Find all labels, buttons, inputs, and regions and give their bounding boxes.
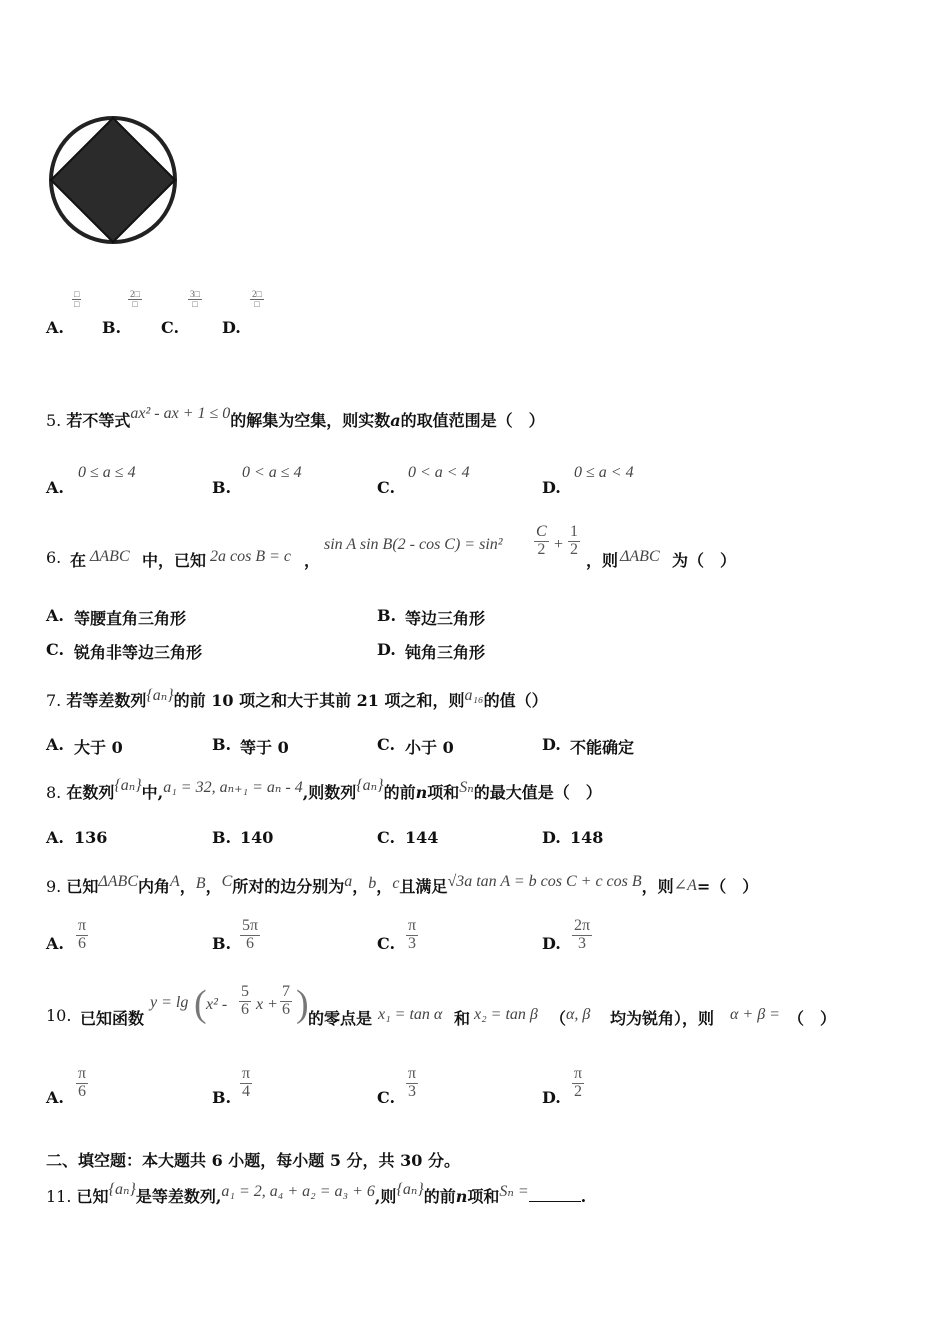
- q10-x2: x₂ = tan β: [474, 1006, 538, 1023]
- q5-option-c-label: C.: [377, 478, 396, 497]
- q6-frac-half: $\frac{1}{2}$: [570, 523, 578, 558]
- q9-angle-a: A: [170, 873, 180, 890]
- q8-condition: a₁ = 32, aₙ₊₁ = aₙ - 4: [163, 779, 303, 796]
- q9-number: 9.: [46, 877, 62, 896]
- q10-option-a-label: A.: [46, 1088, 64, 1107]
- q7-option-c[interactable]: 小于 0: [405, 738, 454, 757]
- q4-option-c-value[interactable]: 3□ □: [190, 289, 200, 310]
- q6-condition-2: sin A sin B(2 - cos C) = sin²: [324, 536, 503, 553]
- q10-function: y = lg: [150, 994, 189, 1011]
- q9-text-5: ，则: [641, 877, 674, 896]
- q7-text-1: 若等差数列: [66, 691, 147, 710]
- q9-option-a-label: A.: [46, 934, 64, 953]
- q9-text-1: 已知: [66, 877, 99, 896]
- q11-number: 11.: [46, 1187, 72, 1206]
- question-11: [46, 1181, 587, 1207]
- q6-text-3: ，则: [586, 551, 619, 570]
- q7-option-d-label: D.: [542, 735, 561, 754]
- q7-sequence: {aₙ}: [146, 687, 174, 704]
- q9-option-b-label: B.: [212, 934, 232, 953]
- q4-option-b-value[interactable]: 2□ □: [130, 289, 140, 310]
- q8-sn: Sₙ: [459, 779, 474, 796]
- q5-text-2: 的解集为空集，则实数: [230, 411, 391, 430]
- q8-option-c-label: C.: [377, 828, 396, 847]
- q10-options: [46, 1066, 846, 1114]
- q10-option-b-label: B.: [212, 1088, 232, 1107]
- question-9: [46, 874, 758, 897]
- q8-option-a[interactable]: 136: [74, 828, 108, 847]
- q10-x1: x₁ = tan α: [378, 1006, 443, 1023]
- q10-option-b[interactable]: $\frac{\pi}{4}$: [242, 1065, 251, 1100]
- section-2-heading: 二、填空题：本大题共 6 小题，每小题 5 分，共 30 分。: [46, 1151, 460, 1170]
- q9-text-6: =（ ）: [696, 877, 759, 896]
- q11-text-1: 已知: [76, 1187, 109, 1206]
- q6-frac-c2: $\frac{C}{2}$: [536, 523, 547, 558]
- q6-text-2: 中，已知: [142, 551, 207, 570]
- q9-sep-1: ，: [179, 877, 196, 896]
- q6-text-1: 在: [70, 551, 87, 570]
- q5-text-3: 的取值范围是（ ）: [400, 411, 545, 430]
- q11-text-3: ,则: [374, 1187, 397, 1206]
- q9-text-2: 内角: [137, 877, 170, 896]
- q9-sep-3: ，: [352, 877, 369, 896]
- q8-text-3: ,则数列: [302, 783, 357, 802]
- q11-sn: Sₙ =: [499, 1183, 529, 1200]
- q7-option-a[interactable]: 大于 0: [74, 738, 123, 757]
- q9-option-d[interactable]: $\frac{2\pi}{3}$: [574, 917, 591, 952]
- q7-text-3: 的值（）: [483, 691, 548, 710]
- q6-option-d-label: D.: [377, 640, 396, 659]
- q7-a16: a₁₆: [464, 687, 484, 704]
- q10-sum: α + β =: [730, 1006, 780, 1023]
- q8-text-4: 的前: [383, 783, 416, 802]
- q6-condition-1: 2a cos B = c: [210, 548, 291, 565]
- q10-text-1: 已知函数: [80, 1009, 145, 1028]
- q7-option-b[interactable]: 等于 0: [240, 738, 289, 757]
- circle-square-figure: [44, 92, 184, 254]
- q10-option-d-label: D.: [542, 1088, 561, 1107]
- q8-text-1: 在数列: [66, 783, 115, 802]
- q5-number: 5.: [46, 411, 62, 430]
- q9-angle-symbol: ∠A: [673, 877, 697, 894]
- q10-x-squared: x² -: [206, 996, 228, 1013]
- q5-option-a[interactable]: 0 ≤ a ≤ 4: [78, 464, 136, 481]
- q8-option-b-label: B.: [212, 828, 232, 847]
- q7-option-a-label: A.: [46, 735, 64, 754]
- q9-options: [46, 918, 846, 966]
- q8-option-b[interactable]: 140: [240, 828, 274, 847]
- q4-option-a-value[interactable]: □ □: [74, 289, 80, 310]
- q8-n: n: [415, 783, 428, 802]
- q6-options: [46, 606, 846, 670]
- q8-sequence: {aₙ}: [114, 777, 142, 794]
- q8-number: 8.: [46, 783, 62, 802]
- q7-number: 7.: [46, 691, 62, 710]
- q4-option-c-label: C.: [161, 318, 180, 337]
- q9-option-a[interactable]: $\frac{\pi}{6}$: [78, 917, 87, 952]
- q4-options: [46, 290, 346, 340]
- q10-and: 和: [454, 1009, 471, 1028]
- q5-text-1: 若不等式: [66, 411, 131, 430]
- q8-options: [46, 828, 846, 850]
- q11-answer-blank[interactable]: [529, 1187, 581, 1202]
- q6-plus: +: [554, 536, 564, 553]
- q4-option-d-value[interactable]: 2□ □: [252, 289, 262, 310]
- q8-sequence-2: {aₙ}: [356, 777, 384, 794]
- q8-text-5: 项和: [427, 783, 460, 802]
- q7-text-2: 的前 10 项之和大于其前 21 项之和，则: [173, 691, 465, 710]
- q11-n: n: [455, 1187, 468, 1206]
- q9-text-4: 且满足: [399, 877, 448, 896]
- q5-option-a-label: A.: [46, 478, 64, 497]
- q5-option-d-label: D.: [542, 478, 561, 497]
- q6-number: 6.: [46, 548, 62, 567]
- q11-end: .: [580, 1187, 587, 1206]
- q10-alpha-beta: α, β: [566, 1006, 591, 1023]
- q6-option-b-label: B.: [377, 606, 397, 625]
- q9-side-a: a: [344, 873, 353, 890]
- question-8: [46, 777, 602, 803]
- q5-option-b-label: B.: [212, 478, 232, 497]
- q9-sep-2: ，: [205, 877, 222, 896]
- q11-text-4: 的前: [423, 1187, 456, 1206]
- q4-option-a-label: A.: [46, 318, 64, 337]
- q11-sequence: {aₙ}: [108, 1181, 136, 1198]
- q10-paren-left: (: [194, 983, 207, 1025]
- q10-x-plus: x +: [256, 996, 278, 1013]
- q10-paren-open: （: [550, 1009, 567, 1028]
- q9-option-b[interactable]: $\frac{5\pi}{6}$: [242, 917, 259, 952]
- q6-option-a-label: A.: [46, 606, 64, 625]
- q9-option-d-label: D.: [542, 934, 561, 953]
- q10-option-c-label: C.: [377, 1088, 396, 1107]
- q8-option-d-label: D.: [542, 828, 561, 847]
- q4-option-b-label: B.: [102, 318, 122, 337]
- q6-text-4: 为（ ）: [672, 551, 737, 570]
- q9-option-c[interactable]: $\frac{\pi}{3}$: [408, 917, 417, 952]
- q8-option-c[interactable]: 144: [405, 828, 439, 847]
- q5-option-c[interactable]: 0 < a < 4: [408, 464, 470, 481]
- q7-option-c-label: C.: [377, 735, 396, 754]
- q9-sep-4: ，: [376, 877, 393, 896]
- q10-frac-5-6: $\frac{5}{6}$: [241, 983, 249, 1018]
- q6-option-d[interactable]: 钝角三角形: [405, 643, 486, 662]
- q7-options: [46, 735, 846, 757]
- q5-var: a: [390, 411, 401, 430]
- q10-option-a[interactable]: $\frac{\pi}{6}$: [78, 1065, 87, 1100]
- q8-option-d[interactable]: 148: [570, 828, 604, 847]
- q10-text-5: （ ）: [788, 1009, 837, 1028]
- q10-paren-right: ): [296, 983, 309, 1025]
- q4-option-d-label: D.: [222, 318, 241, 337]
- q8-text-6: 的最大值是（ ）: [473, 783, 602, 802]
- q6-option-c[interactable]: 锐角非等边三角形: [74, 643, 203, 662]
- q8-text-2: 中,: [141, 783, 164, 802]
- q5-inequality: ax² - ax + 1 ≤ 0: [130, 405, 231, 422]
- q10-option-c[interactable]: $\frac{\pi}{3}$: [408, 1065, 417, 1100]
- q11-text-5: 项和: [467, 1187, 500, 1206]
- q9-side-b: b: [368, 875, 377, 892]
- question-7: [46, 688, 548, 711]
- q6-option-b[interactable]: 等边三角形: [405, 609, 486, 628]
- q11-sequence-2: {aₙ}: [396, 1181, 424, 1198]
- q6-option-c-label: C.: [46, 640, 65, 659]
- q11-condition: a₁ = 2, a₄ + a₂ = a₃ + 6: [221, 1183, 375, 1200]
- question-10: [46, 982, 906, 1032]
- q7-option-d[interactable]: 不能确定: [570, 738, 635, 757]
- q9-triangle: ΔABC: [98, 873, 138, 890]
- q8-option-a-label: A.: [46, 828, 64, 847]
- q6-comma: ，: [304, 551, 321, 570]
- q7-option-b-label: B.: [212, 735, 232, 754]
- q9-condition: √3a tan A = b cos C + c cos B: [447, 873, 642, 890]
- q5-option-b[interactable]: 0 < a ≤ 4: [242, 464, 302, 481]
- q9-text-3: 所对的边分别为: [232, 877, 345, 896]
- question-5: [46, 405, 545, 431]
- q9-angle-b: B: [195, 875, 206, 892]
- q9-angle-c: C: [221, 873, 233, 890]
- q11-text-2: 是等差数列,: [135, 1187, 222, 1206]
- q10-text-2: 的零点是: [308, 1009, 373, 1028]
- q5-options: [46, 464, 906, 504]
- q10-option-d[interactable]: $\frac{\pi}{2}$: [574, 1065, 583, 1100]
- q9-option-c-label: C.: [377, 934, 396, 953]
- q6-triangle-2: ΔABC: [620, 548, 660, 565]
- q10-frac-7-6: $\frac{7}{6}$: [282, 983, 290, 1018]
- q6-triangle: ΔABC: [90, 548, 130, 565]
- q6-option-a[interactable]: 等腰直角三角形: [74, 609, 187, 628]
- q10-text-4: 均为锐角），则: [610, 1009, 715, 1028]
- q10-number: 10.: [46, 1006, 72, 1025]
- q5-option-d[interactable]: 0 ≤ a < 4: [574, 464, 634, 481]
- q9-side-c: c: [392, 875, 400, 892]
